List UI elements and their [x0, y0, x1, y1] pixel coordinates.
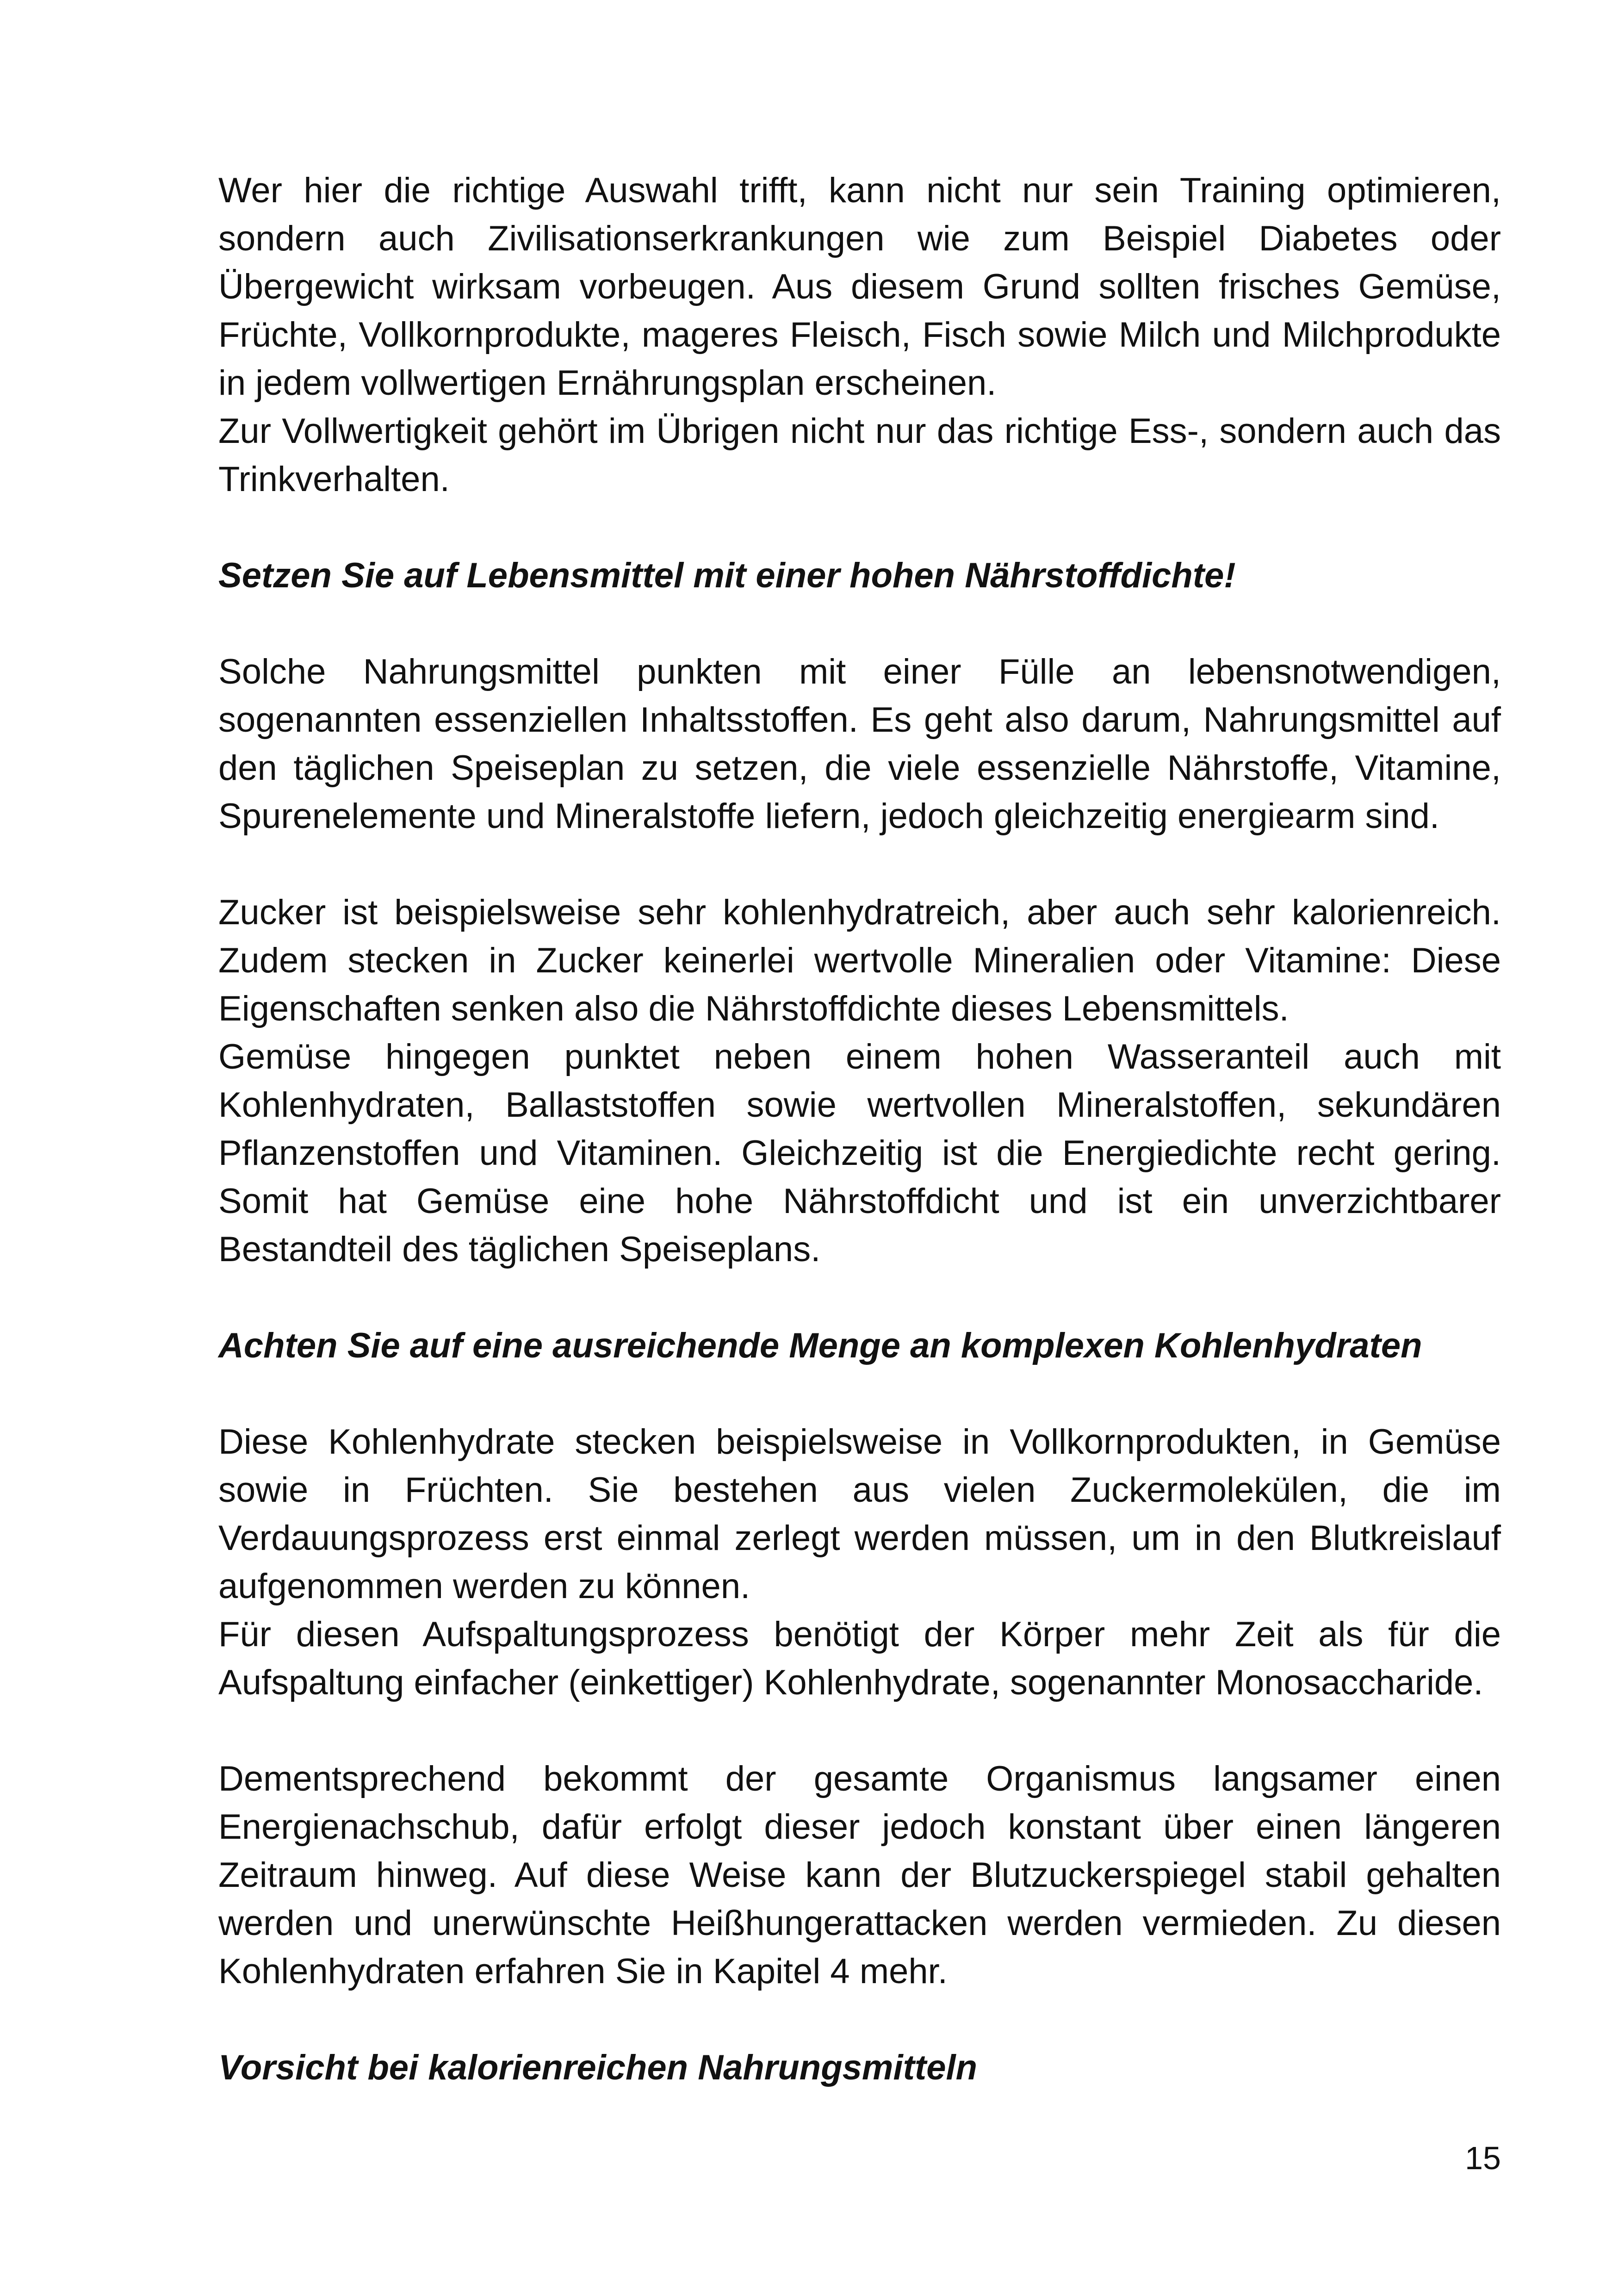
paragraph-energienachschub: Dementsprechend bekommt der gesamte Organismus langsamer einen Energienachschub, dafür erfolgt dieser jedoch konstant über einen längeren Zeitraum hinweg. Auf diese Weise kann der Blutzuckerspiegel stabil gehalten werden und unerwünschte Heißhungerattacken werden vermieden. Zu diesen Kohlenhydraten erfahren Sie in Kapitel 4 mehr. [218, 1759, 1501, 1991]
paragraph-nahrungsmittel: Solche Nahrungsmittel punkten mit einer Fülle an lebensnotwendigen, sogenannten essenziellen Inhaltsstoffen. Es geht also darum, Nahrungsmittel auf den täglichen Speiseplan zu setzen, die viele essenzielle Nährstoffe, Vitamine, Spurenelemente und Mineralstoffe liefern, jedoch gleichzeitig energiearm sind. [218, 652, 1501, 836]
spacer [218, 1274, 1501, 1322]
spacer [218, 1370, 1501, 1418]
spacer [218, 1996, 1501, 2044]
heading-kalorienreiche-nahrungsmittel: Vorsicht bei kalorienreichen Nahrungsmitteln [218, 2048, 978, 2087]
body-text-column [218, 167, 1501, 2092]
spacer [218, 1707, 1501, 1755]
paragraph-gemuese: Gemüse hingegen punktet neben einem hohen Wasseranteil auch mit Kohlenhydraten, Ballaststoffen sowie wertvollen Mineralstoffen, sekundären Pflanzenstoffen und Vitaminen. Gleichzeitig ist die Energiedichte recht gering. Somit hat Gemüse eine hohe Nährstoffdicht und ist ein unverzichtbarer Bestandteil des täglichen Speiseplans. [218, 1037, 1501, 1269]
paragraph-training-selection: Wer hier die richtige Auswahl trifft, kann nicht nur sein Training optimieren, sondern auch Zivilisationserkrankungen wie zum Beispiel Diabetes oder Übergewicht wirksam vorbeugen. Aus diesem Grund sollten frisches Gemüse, Früchte, Vollkornprodukte, mageres Fleisch, Fisch sowie Milch und Milchprodukte in jedem vollwertigen Ernährungsplan erscheinen. [218, 171, 1501, 403]
paragraph-zucker: Zucker ist beispielsweise sehr kohlenhydratreich, aber auch sehr kalorienreich. Zudem stecken in Zucker keinerlei wertvolle Mineralien oder Vitamine: Diese Eigenschaften senken also die Nährstoffdichte dieses Lebensmittels. [218, 893, 1501, 1028]
paragraph-vollwertigkeit: Zur Vollwertigkeit gehört im Übrigen nicht nur das richtige Ess-, sondern auch das Trinkverhalten. [218, 411, 1501, 499]
paragraph-aufspaltungsprozess: Für diesen Aufspaltungsprozess benötigt der Körper mehr Zeit als für die Aufspaltung einfacher (einkettiger) Kohlenhydrate, sogenannter Monosaccharide. [218, 1615, 1501, 1702]
paragraph-kohlenhydrate-quellen: Diese Kohlenhydrate stecken beispielsweise in Vollkornprodukten, in Gemüse sowie in Früchten. Sie bestehen aus vielen Zuckermolekülen, die im Verdauungsprozess erst einmal zerlegt werden müssen, um in den Blutkreislauf aufgenommen werden zu können. [218, 1422, 1501, 1606]
spacer [218, 504, 1501, 552]
heading-naehrstoffdichte: Setzen Sie auf Lebensmittel mit einer hohen Nährstoffdichte! [218, 556, 1236, 595]
spacer [218, 600, 1501, 648]
heading-komplexe-kohlenhydrate: Achten Sie auf eine ausreichende Menge an komplexen Kohlenhydraten [218, 1326, 1422, 1365]
spacer [218, 840, 1501, 889]
page-number: 15 [1465, 2140, 1501, 2176]
